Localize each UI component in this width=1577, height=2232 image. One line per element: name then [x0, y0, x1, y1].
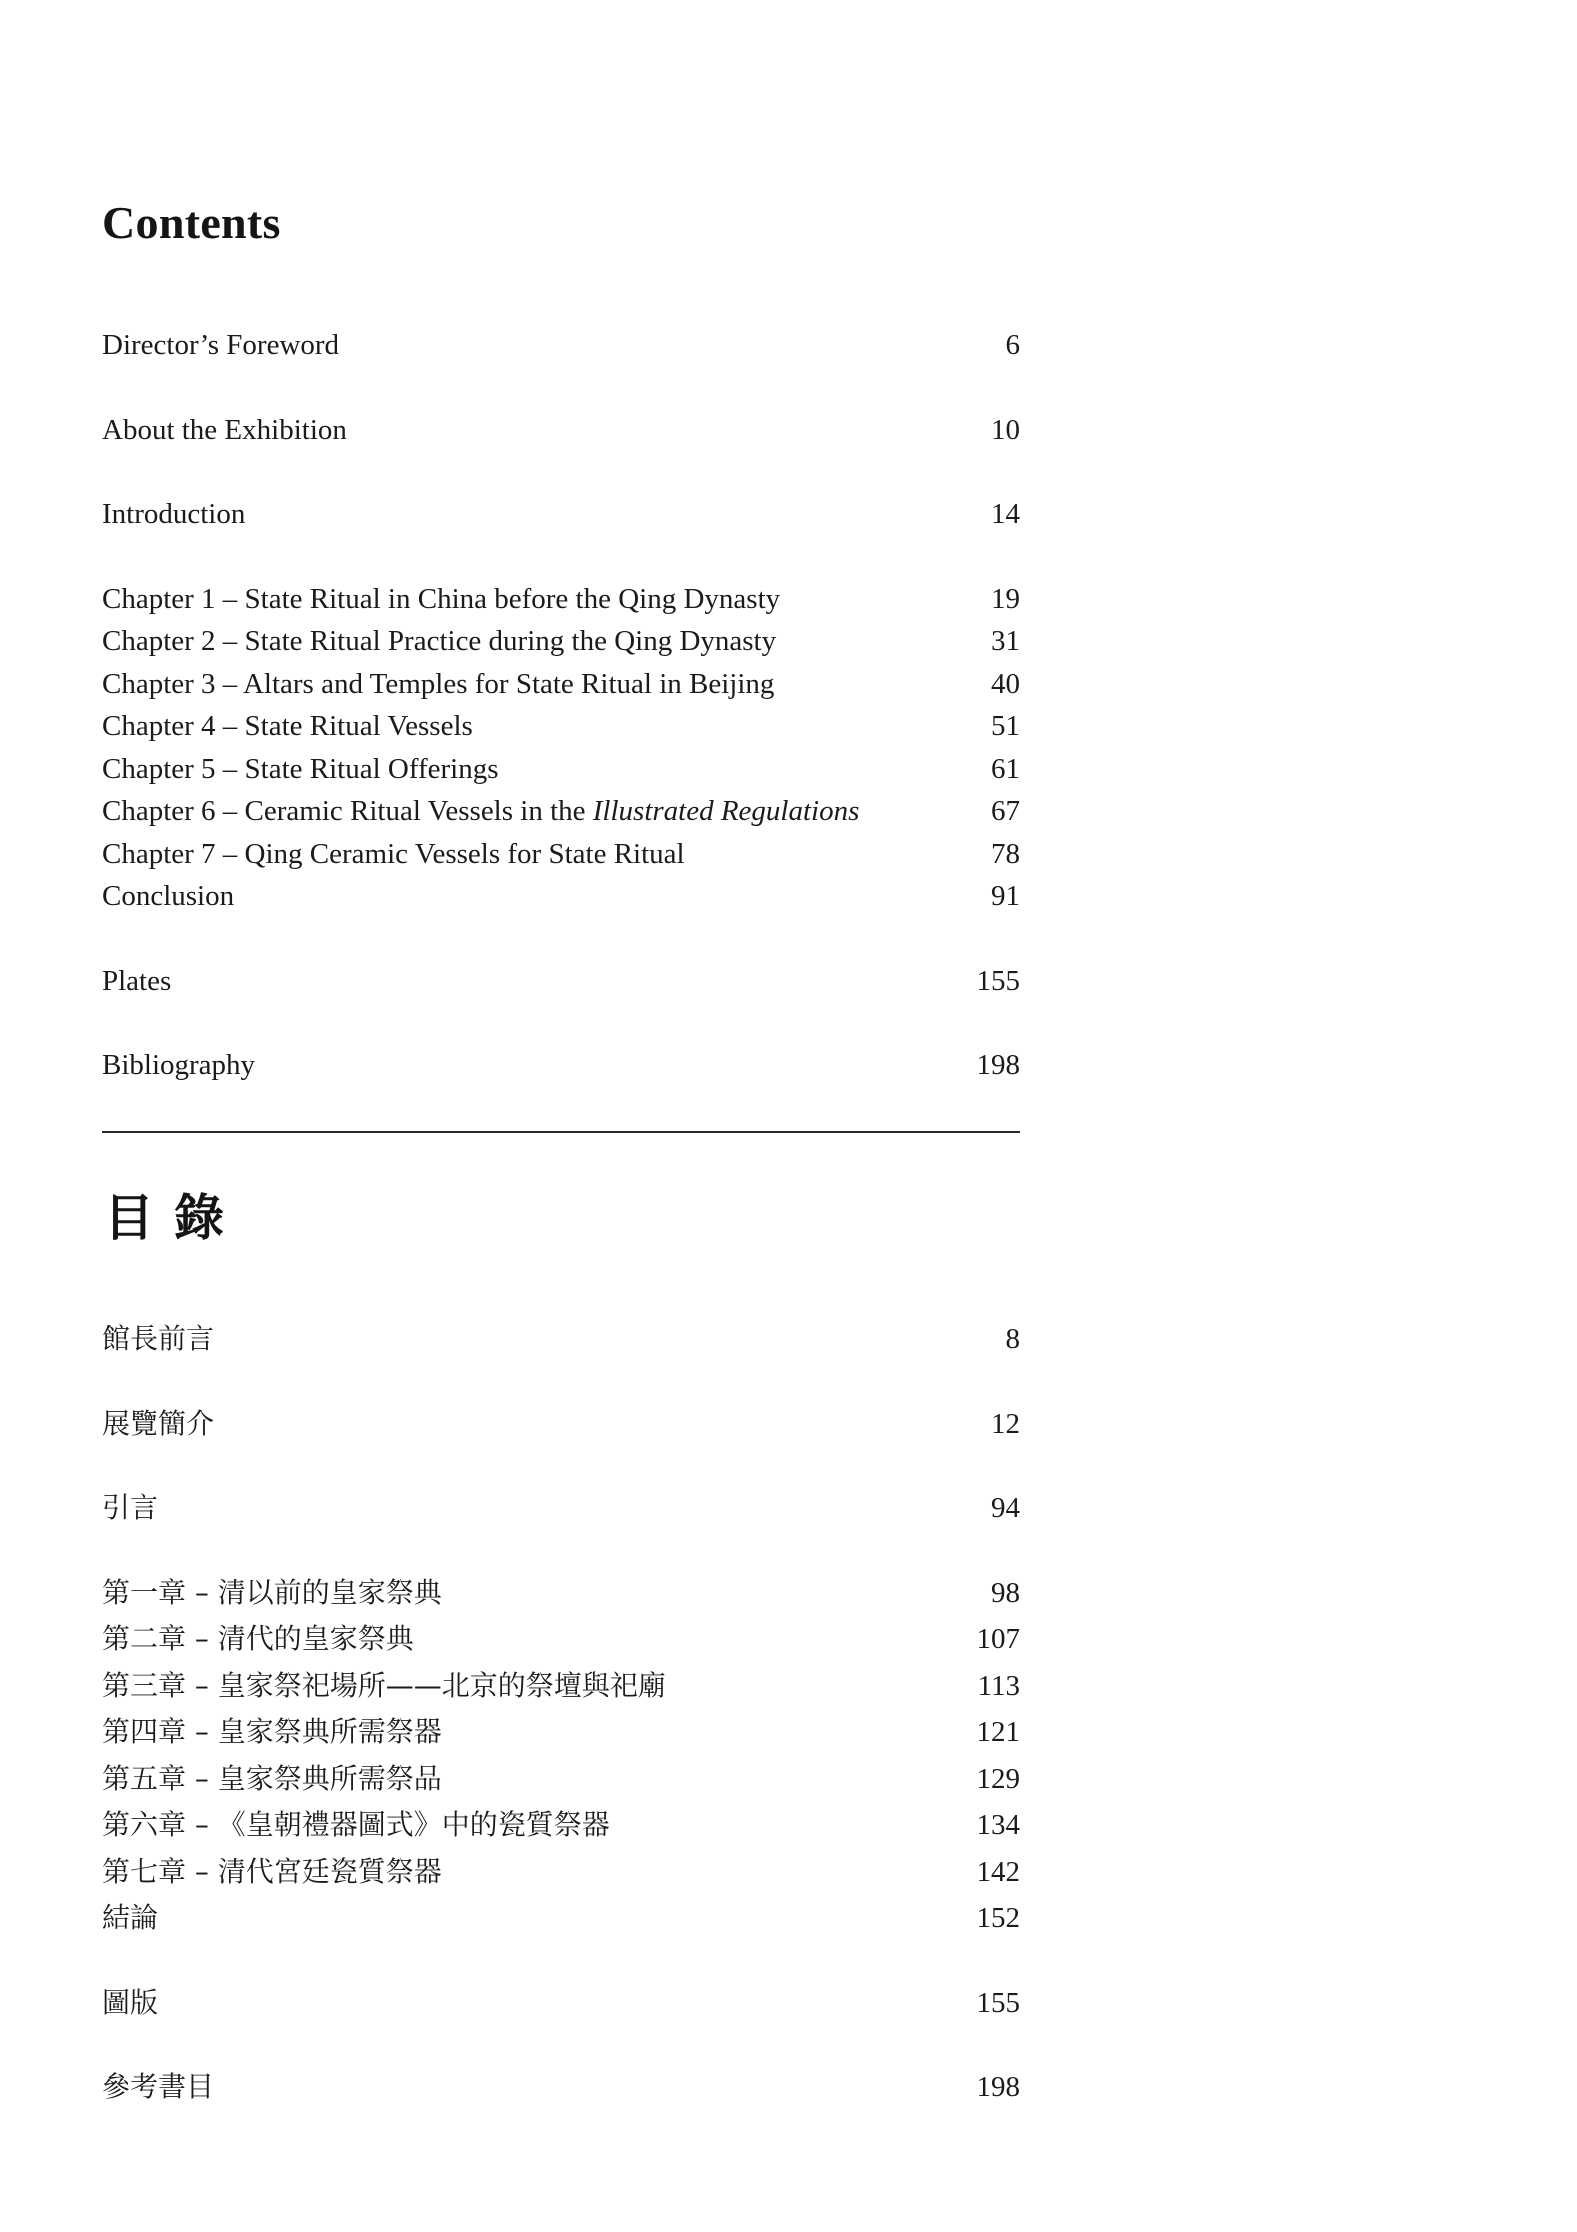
chinese-contents-heading: 目錄: [104, 1189, 244, 1247]
toc-entry-page: 10: [991, 413, 1020, 446]
toc-entry-title: Director’s Foreword: [102, 329, 340, 361]
toc-entry-title: Chapter 2 – State Ritual Practice during the Qing Dynasty: [102, 625, 777, 657]
toc-entry-title: Conclusion: [102, 880, 235, 912]
toc-entry-title: Bibliography: [102, 1049, 256, 1081]
toc-entry-title: Chapter 5 – State Ritual Offerings: [102, 752, 499, 785]
toc-entry-title: Chapter 1 – State Ritual in China before the Qing Dynasty: [102, 582, 781, 615]
toc-entry-zh-chapter-4[interactable]: [102, 1709, 1020, 1756]
toc-entry-page: 14: [991, 498, 1020, 530]
toc-entry-bibliography[interactable]: [102, 1044, 1020, 1087]
toc-entry-conclusion[interactable]: [102, 875, 1020, 918]
toc-entry-title: 第五章 – 皇家祭典所需祭品: [102, 1761, 442, 1795]
toc-entry-page: 198: [976, 1049, 1020, 1081]
toc-entry-page: 113: [977, 1669, 1020, 1702]
english-toc-list: [102, 324, 1020, 1087]
toc-entry-chapter-2[interactable]: [102, 620, 1020, 663]
toc-entry-zh-chapter-6[interactable]: [102, 1802, 1020, 1849]
toc-entry-zh-chapter-3[interactable]: [102, 1663, 1020, 1710]
toc-entry-chapter-3[interactable]: [102, 663, 1020, 706]
toc-entry-title: 第四章 – 皇家祭典所需祭器: [102, 1715, 442, 1748]
toc-entry-page: 19: [991, 582, 1020, 615]
toc-entry-title: 館長前言: [102, 1322, 215, 1355]
toc-entry-page: 198: [976, 2071, 1020, 2103]
toc-entry-title: 第一章 – 清以前的皇家祭典: [102, 1575, 442, 1609]
toc-entry-page: 78: [991, 837, 1020, 870]
toc-entry-title-italic: Illustrated Regulations: [592, 795, 860, 827]
toc-entry-page: 91: [991, 880, 1020, 912]
toc-entry-chapter-7[interactable]: [102, 833, 1020, 876]
toc-entry-chapter-5[interactable]: [102, 748, 1020, 791]
toc-entry-title: 引言: [102, 1491, 159, 1524]
toc-entry-chapter-6[interactable]: [102, 790, 1020, 833]
toc-entry-page: 121: [976, 1716, 1020, 1748]
toc-entry-zh-chapter-5[interactable]: [102, 1756, 1020, 1803]
toc-entry-title: 展覽簡介: [102, 1406, 215, 1440]
toc-entry-page: 98: [991, 1576, 1020, 1609]
toc-entry-zh-chapter-7[interactable]: [102, 1849, 1020, 1896]
toc-entry-zh-conclusion[interactable]: [102, 1895, 1020, 1942]
toc-entry-page: 6: [1005, 329, 1020, 361]
toc-entry-title: Introduction: [102, 498, 246, 530]
toc-entry-chapter-4[interactable]: [102, 705, 1020, 748]
toc-entry-page: 152: [976, 1902, 1020, 1934]
toc-entry-page: 51: [991, 710, 1020, 742]
toc-entry-title: Chapter 7 – Qing Ceramic Vessels for State Ritual: [102, 837, 685, 870]
toc-entry-title: 結論: [102, 1901, 159, 1934]
toc-entry-plates[interactable]: [102, 960, 1020, 1003]
toc-entry-zh-chapter-1[interactable]: [102, 1570, 1020, 1617]
toc-entry-zh-introduction[interactable]: [102, 1485, 1020, 1532]
toc-entry-title: 第六章 – 《皇朝禮器圖式》中的瓷質祭器: [102, 1808, 610, 1841]
toc-entry-zh-bibliography[interactable]: [102, 2064, 1020, 2111]
toc-entry-about-exhibition[interactable]: [102, 409, 1020, 452]
toc-entry-title: Chapter 3 – Altars and Temples for State Ritual in Beijing: [102, 667, 775, 700]
toc-entry-chapter-1[interactable]: [102, 578, 1020, 621]
toc-entry-title: 圖版: [102, 1985, 159, 2019]
toc-entry-page: 155: [976, 1986, 1020, 2019]
toc-entry-zh-plates[interactable]: [102, 1980, 1020, 2027]
toc-entry-page: 142: [976, 1855, 1020, 1888]
toc-entry-page: 8: [1005, 1323, 1020, 1355]
toc-entry-page: 40: [991, 667, 1020, 700]
toc-entry-page: 155: [976, 964, 1020, 997]
toc-entry-title: About the Exhibition: [102, 413, 347, 446]
toc-entry-title: Plates: [102, 964, 172, 997]
toc-entry-page: 12: [991, 1407, 1020, 1440]
toc-entry-page: 107: [976, 1623, 1020, 1655]
toc-entry-zh-chapter-2[interactable]: [102, 1616, 1020, 1663]
toc-entry-title: [102, 790, 859, 833]
toc-entry-page: 67: [991, 795, 1020, 827]
toc-entry-page: 134: [976, 1809, 1020, 1841]
toc-entry-title: 第七章 – 清代宮廷瓷質祭器: [102, 1854, 442, 1888]
toc-entry-title: 第二章 – 清代的皇家祭典: [102, 1622, 414, 1655]
toc-entry-zh-directors-foreword[interactable]: [102, 1316, 1020, 1363]
toc-entry-page: 129: [976, 1762, 1020, 1795]
toc-entry-directors-foreword[interactable]: [102, 324, 1020, 367]
toc-entry-page: 94: [991, 1492, 1020, 1524]
toc-entry-introduction[interactable]: [102, 493, 1020, 536]
chinese-toc-list: [102, 1316, 1020, 2111]
toc-entry-page: 31: [991, 625, 1020, 657]
toc-entry-page: 61: [991, 752, 1020, 785]
toc-entry-zh-about-exhibition[interactable]: [102, 1401, 1020, 1448]
section-divider: [102, 1131, 1020, 1133]
toc-entry-title: Chapter 4 – State Ritual Vessels: [102, 710, 473, 742]
toc-entry-title: 參考書目: [102, 2070, 215, 2103]
contents-heading: Contents: [102, 197, 281, 248]
toc-entry-title-prefix: Chapter 6 – Ceramic Ritual Vessels in the: [102, 795, 593, 827]
toc-entry-title: 第三章 – 皇家祭祀場所——北京的祭壇與祀廟: [102, 1668, 666, 1702]
